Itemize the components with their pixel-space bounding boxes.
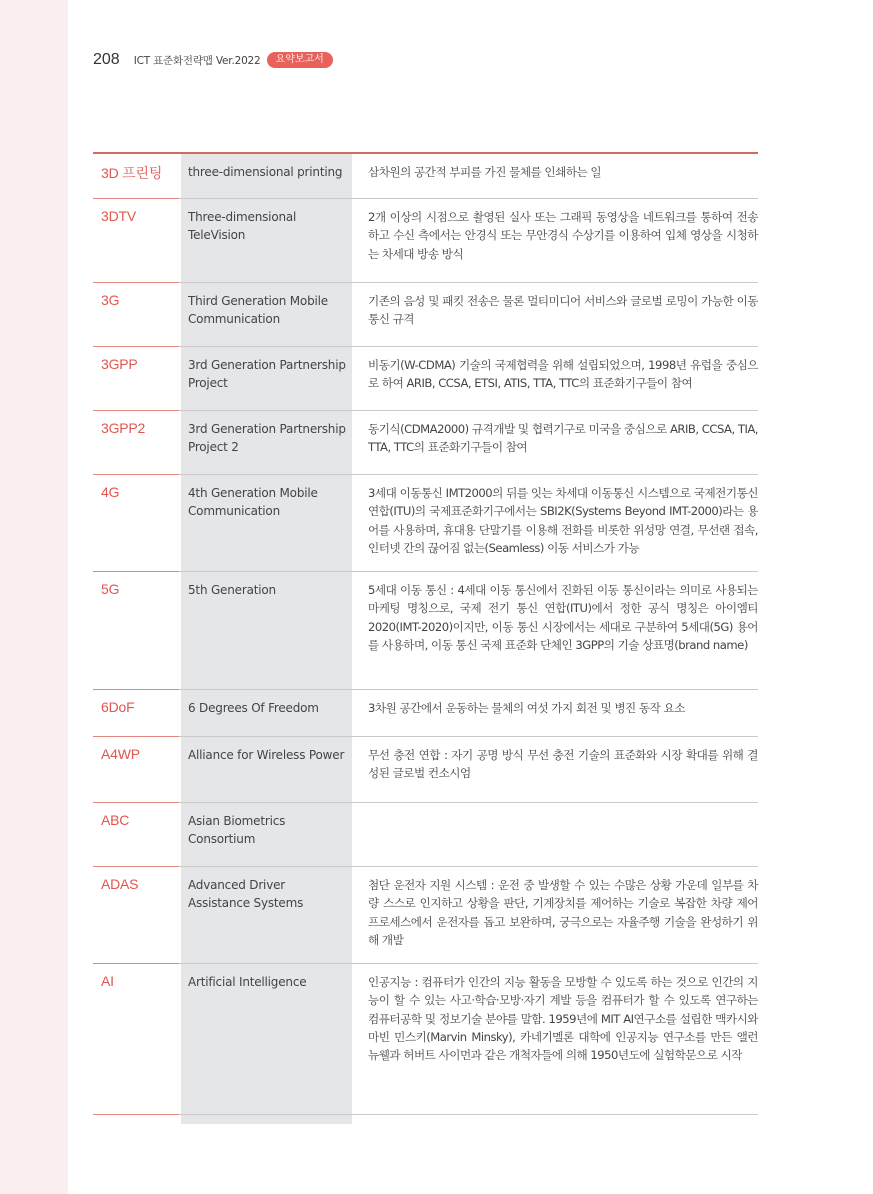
glossary-row xyxy=(93,803,758,867)
glossary-full-name: Advanced Driver Assistance Systems xyxy=(188,878,304,910)
glossary-term: 3DTV xyxy=(101,208,136,224)
page-header xyxy=(93,50,333,70)
glossary-row xyxy=(93,572,758,690)
glossary-full-name: 6 Degrees Of Freedom xyxy=(188,701,319,715)
report-badge: 요약보고서 xyxy=(267,52,333,68)
glossary-description: 동기식(CDMA2000) 규격개발 및 협력기구로 미국을 중심으로 ARIB, CCSA, TIA, TTA, TTC의 표준화기구들이 참여 xyxy=(368,422,758,455)
glossary-row xyxy=(93,347,758,411)
glossary-description: 3세대 이동통신 IMT2000의 뒤를 잇는 차세대 이동통신 시스템으로 국제전기통신연합(ITU)의 국제표준화기구에서는 SBI2K(Systems Beyond IMT-2000)라는 용어를 사용하며, 휴대용 단말기를 이용해 전화를 비롯한 위성망 연결, 무선랜 접속, 인터넷 간의 끊어짐 없는(Seamless) 이동 서비스가 가능 xyxy=(368,486,758,555)
glossary-term: 3G xyxy=(101,292,120,308)
left-margin-band xyxy=(0,0,68,1194)
glossary-full-name: 3rd Generation Partnership Project 2 xyxy=(188,422,346,454)
glossary-row xyxy=(93,199,758,283)
glossary-row xyxy=(93,867,758,964)
glossary-term: 3GPP2 xyxy=(101,420,146,436)
glossary-full-name: Artificial Intelligence xyxy=(188,975,307,989)
glossary-description: 첨단 운전자 지원 시스템 : 운전 중 발생할 수 있는 수많은 상황 가운데 일부를 차량 스스로 인지하고 상황을 판단, 기계장치를 제어하는 기술로 복잡한 차량 제어 프로세스에서 운전자를 돕고 보완하며, 궁극으로는 자율주행 기술을 완성하기 위해 개발 xyxy=(368,878,758,947)
glossary-row xyxy=(93,737,758,803)
glossary-row xyxy=(93,475,758,572)
glossary-full-name: Alliance for Wireless Power xyxy=(188,748,345,762)
glossary-term: ABC xyxy=(101,812,130,828)
glossary-full-name: three-dimensional printing xyxy=(188,165,343,179)
glossary-full-name: 3rd Generation Partnership Project xyxy=(188,358,346,390)
glossary-term: 5G xyxy=(101,581,120,597)
glossary-description: 2개 이상의 시점으로 촬영된 실사 또는 그래픽 동영상을 네트워크를 통하여 전송하고 수신 측에서는 안경식 또는 무안경식 수상기를 이용하여 입체 영상을 시청하는 차세대 방송 방식 xyxy=(368,210,758,261)
glossary-row xyxy=(93,154,758,199)
glossary-description: 기존의 음성 및 패킷 전송은 물론 멀티미디어 서비스와 글로벌 로밍이 가능한 이동통신 규격 xyxy=(368,294,758,327)
glossary-term: ADAS xyxy=(101,876,139,892)
glossary-row xyxy=(93,690,758,737)
glossary-term: 4G xyxy=(101,484,120,500)
glossary-row xyxy=(93,283,758,347)
glossary-description: 무선 충전 연합 : 자기 공명 방식 무선 충전 기술의 표준화와 시장 확대를 위해 결성된 글로벌 컨소시엄 xyxy=(368,748,758,781)
glossary-term: AI xyxy=(101,973,114,989)
glossary-description xyxy=(352,803,758,867)
glossary-full-name: 4th Generation Mobile Communication xyxy=(188,486,318,518)
glossary-description: 5세대 이동 통신 : 4세대 이동 통신에서 진화된 이동 통신이라는 의미로 사용되는 마케팅 명칭으로, 국제 전기 통신 연합(ITU)에서 정한 공식 명칭은 아이엠티 2020(IMT-2020)이지만, 이동 통신 시장에서는 세대로 구분하여 5세대(5G) 용어를 사용하며, 이동 통신 국제 표준화 단체인 3GPP의 기술 상표명(brand name) xyxy=(368,583,758,652)
glossary-full-name: Three-dimensional TeleVision xyxy=(188,210,297,242)
glossary-full-name: 5th Generation xyxy=(188,583,276,597)
page-number: 208 xyxy=(93,51,120,68)
glossary-term: A4WP xyxy=(101,746,140,762)
glossary-description: 비동기(W-CDMA) 기술의 국제협력을 위해 설립되었으며, 1998년 유럽을 중심으로 하여 ARIB, CCSA, ETSI, ATIS, TTA, TTC의 표준화기구들이 참여 xyxy=(368,358,758,391)
glossary-row xyxy=(93,964,758,1115)
glossary-full-name: Asian Biometrics Consortium xyxy=(188,814,286,846)
document-title: ICT 표준화전략맵 Ver.2022 xyxy=(133,54,261,67)
glossary-full-name: Third Generation Mobile Communication xyxy=(188,294,328,326)
glossary-description: 인공지능 : 컴퓨터가 인간의 지능 활동을 모방할 수 있도록 하는 것으로 인간의 지능이 할 수 있는 사고·학습·모방·자기 계발 등을 컴퓨터가 할 수 있도록 연구하는 컴퓨터공학 및 정보기술 분야를 말함. 1959년에 MIT AI연구소를 설립한 맥카시와 마빈 민스키(Marvin Minsky), 카네기멜론 대학에 인공지능 연구소를 만든 앨런 뉴웰과 허버트 사이먼과 같은 개척자들에 의해 1950년도에 실험학문으로 시작 xyxy=(368,975,758,1063)
glossary-term: 3D 프린팅 xyxy=(101,165,163,181)
glossary-term: 6DoF xyxy=(101,699,135,715)
glossary-description: 3차원 공간에서 운동하는 물체의 여섯 가지 회전 및 병진 동작 요소 xyxy=(368,701,685,715)
glossary-description: 삼차원의 공간적 부피를 가진 물체를 인쇄하는 일 xyxy=(368,165,602,179)
glossary-table xyxy=(93,154,758,1115)
glossary-term: 3GPP xyxy=(101,356,138,372)
glossary-row xyxy=(93,411,758,475)
